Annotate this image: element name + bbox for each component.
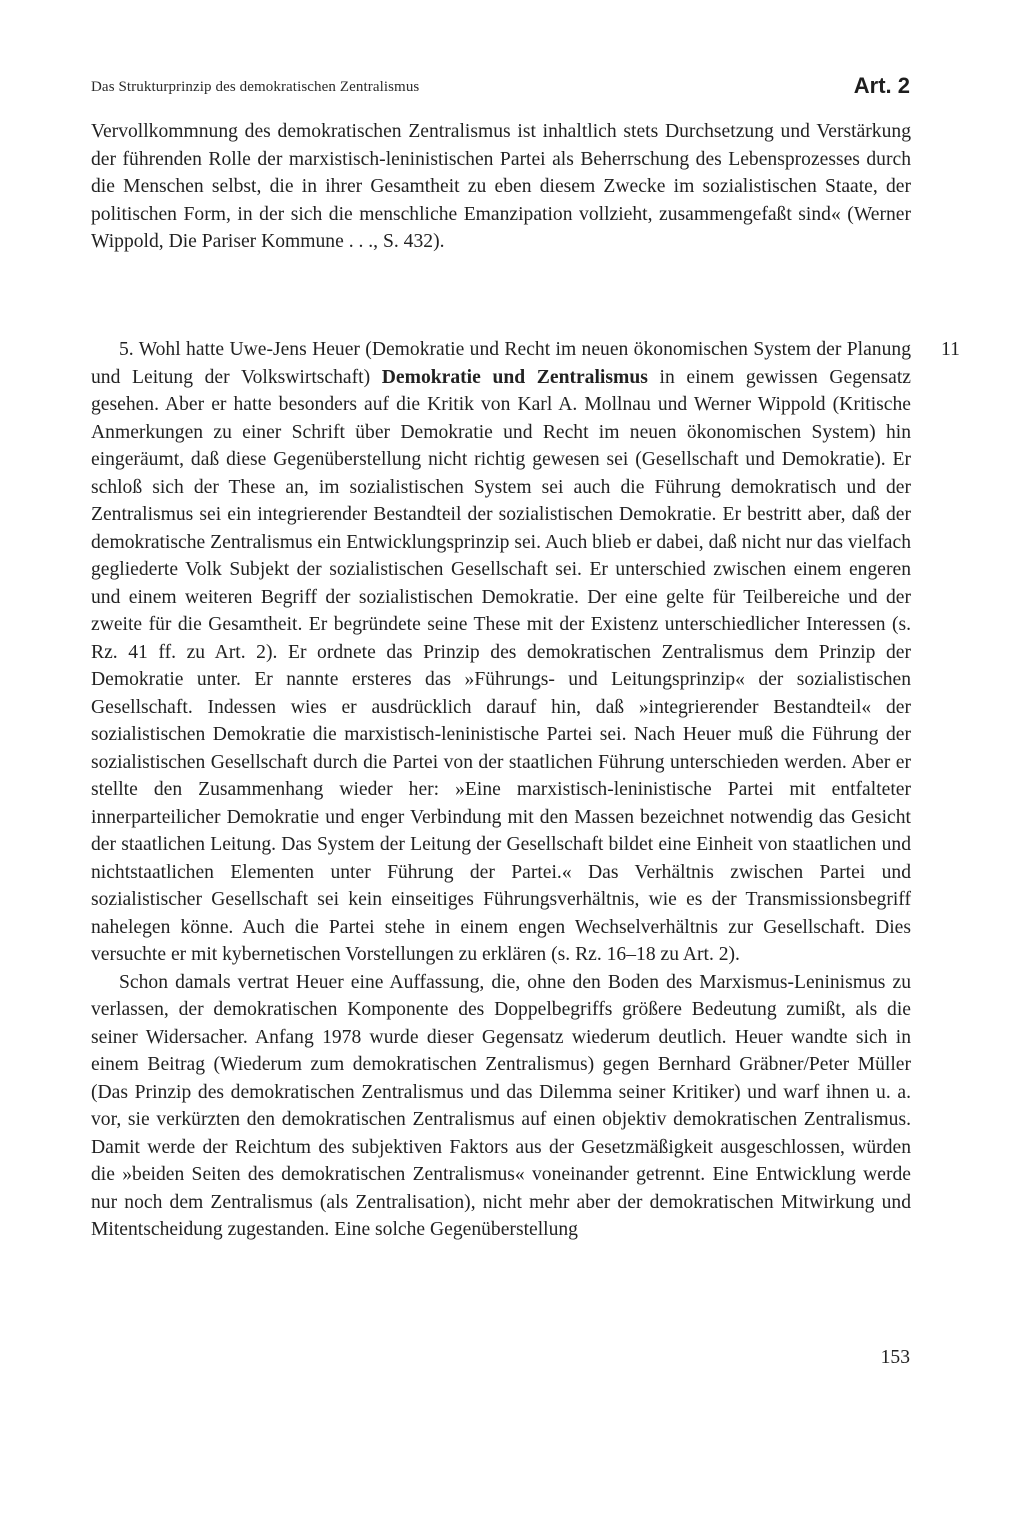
carryover-paragraph: Vervollkommnung des demokratischen Zentralismus ist inhaltlich stets Durchsetzung und Verstärkung der führenden Rolle der marxistisch-leninistischen Partei als Beherrschung des Lebensprozesses durch die Menschen selbst, die in ihrer Gesamtheit zu eben diesem Zwecke im sozialistischen Staate, der politischen Form, in der sich die menschliche Emanzipation vollzieht, zusammengefaßt sind« (Werner Wippold, Die Pariser Kommune . . ., S. 432). — [91, 121, 911, 252]
paragraph-1 — [91, 336, 911, 969]
carryover-paragraph-block — [91, 118, 911, 256]
article-label: Art. 2 — [853, 73, 910, 98]
section-text-block — [91, 336, 911, 1244]
paragraph-2: Schon damals vertrat Heuer eine Auffassung, die, ohne den Boden des Marxismus-Leninismus zu verlassen, der demokratischen Komponente des Doppelbegriffs größere Bedeutung zumißt, als die seiner Widersacher. Anfang 1978 wurde dieser Gegensatz wiederum deutlich. Heuer wandte sich in einem Beitrag (Wiederum zum demokratischen Zentralismus) gegen Bernhard Gräbner/Peter Müller (Das Prinzip des demokratischen Zentralismus und das Dilemma seiner Kritiker) und warf ihnen u. a. vor, sie verkürzten den demokratischen Zentralismus auf einen objektiv demokratischen Zentralismus. Damit werde der Reichtum des subjektiven Faktors aus der Gesetzmäßigkeit ausgeschlossen, würden die »beiden Seiten des demokratischen Zentralismus« voneinander getrennt. Eine Entwicklung werde nur noch dem Zentralismus (als Zentralisation), nicht mehr aber der demokratischen Mitwirkung und Mitentscheidung zugestanden. Eine solche Gegenüberstellung — [91, 971, 911, 1240]
paragraph-1-part-b: in einem gewissen Gegensatz gesehen. Aber er hatte besonders auf die Kritik von Karl A. Mollnau und Werner Wippold (Kritische Anmerkungen zu einer Schrift über Demokratie und Recht im neuen ökonomischen System) hin eingeräumt, daß diese Gegenüberstellung nicht richtig gewesen sei (Gesellschaft und Demokratie). Er schloß sich der These an, im sozialistischen System sei auch die Führung demokratisch und der Zentralismus sei ein integrierender Bestandteil der sozialistischen Demokratie. Er bestritt aber, daß der demokratische Zentralismus ein Entwicklungsprinzip sei. Auch blieb er dabei, daß nicht nur das vielfach gegliederte Volk Subjekt der sozialistischen Gesellschaft sei. Er unterschied zwischen einem engeren und einem weiteren Begriff der sozialistischen Demokratie. Der eine gelte für Teilbereiche und der zweite für die Gesamtheit. Er begründete seine These mit der Existenz unterschiedlicher Interessen (s. Rz. 41 ff. zu Art. 2). Er ordnete das Prinzip des demokratischen Zentralismus dem Prinzip der Demokratie unter. Er nannte ersteres das »Führungs- und Leitungsprinzip« der sozialistischen Gesellschaft. Indessen wies er ausdrücklich darauf hin, daß »integrierender Bestandteil« der sozialistischen Demokratie die marxistisch-leninistische Partei sei. Nach Heuer muß die Führung der sozialistischen Gesellschaft durch die Partei von der staatlichen Führung unterschieden werden. Aber er stellte den Zusammenhang wieder her: »Eine marxistisch-leninistische Partei mit entfalteter innerparteilicher Demokratie und enger Verbindung mit den Massen bezeichnet notwendig das Gesicht der staatlichen Leitung. Das System der Leitung der Gesellschaft bildet eine Einheit von staatlichen und nichtstaatlichen Elementen unter Führung der Partei.« Das Verhältnis zwischen Partei und sozialistischer Gesellschaft sei kein einseitiges Führungsverhältnis, wie es der Transmissionsbegriff nahelegen könne. Auch die Partei stehe in einem engen Wechselverhältnis zur Gesellschaft. Dies versuchte er mit kybernetischen Vorstellungen zu erklären (s. Rz. 16–18 zu Art. 2). — [91, 366, 912, 965]
paragraph-1-part-a: 5. Wohl hatte Uwe-Jens Heuer (Demokratie und Recht im neuen ökonomischen System der Planung und Leitung der Volkswirtschaft) — [91, 339, 911, 388]
paragraph-1-bold-term: Demokratie und Zentralismus — [381, 366, 648, 388]
running-title: Das Strukturprinzip des demokratischen Zentralismus — [91, 79, 420, 95]
marginal-number: 11 — [941, 339, 960, 360]
page-number: 153 — [880, 1347, 910, 1368]
